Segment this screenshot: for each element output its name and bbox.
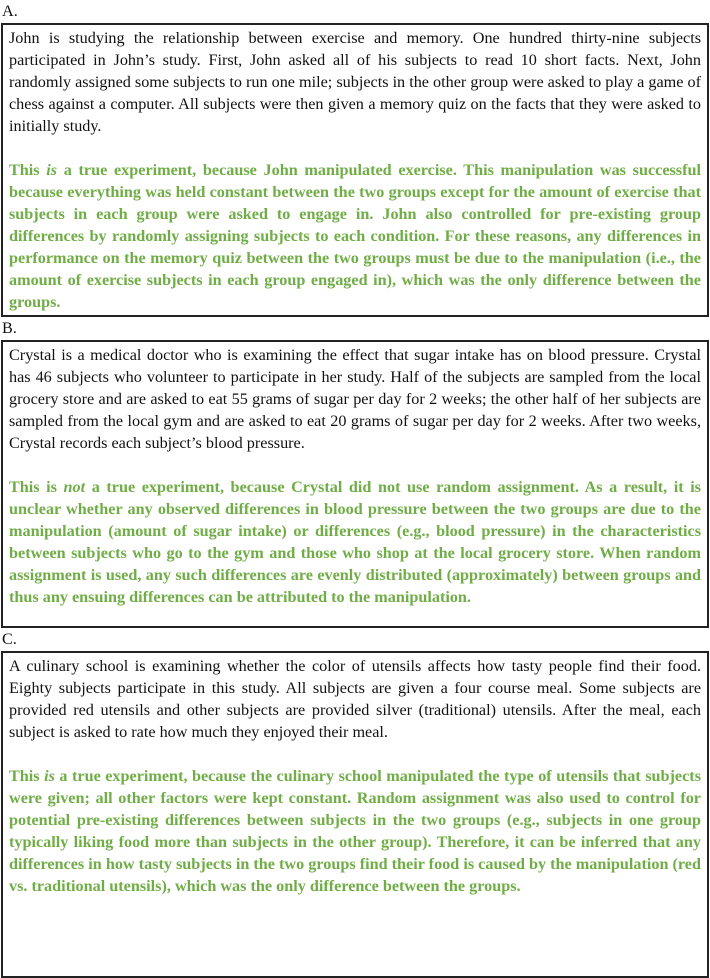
answer-text — [9, 476, 701, 608]
scenario-box — [1, 23, 709, 317]
section-a — [0, 1, 710, 317]
section-label: C. — [2, 630, 17, 648]
answer-pre: This — [9, 767, 45, 785]
answer-post: a true experiment, because the culinary school manipulated the type of utensils that subjects were given; all other factors were kept constant. Random assignment was also used to control for potential pre-existing differences between subjects in the two groups (e.g., subjects in one group typically liking food more than subjects in the other group). Therefore, it can be inferred that any differences in how tasty subjects in the two groups find their food is caused by the manipulation (red vs. traditional utensils), which was the only difference between the groups. — [9, 767, 701, 895]
answer-emphasis: not — [63, 478, 86, 496]
section-c — [0, 629, 710, 978]
scenario-box — [1, 340, 709, 628]
section-b — [0, 318, 710, 628]
answer-post: a true experiment, because Crystal did not use random assignment. As a result, it is unclear whether any observed differences in blood pressure between the two groups are due to the manipulation (amount of sugar intake) or differences (e.g., blood pressure) in the characteristics between subjects who go to the gym and those who shop at the local grocery store. When random assignment is used, any such differences are evenly distributed (approximately) between groups and thus any ensuing differences can be attributed to the manipulation. — [9, 478, 701, 606]
section-label: B. — [2, 319, 17, 337]
scenario-box — [1, 651, 709, 978]
scenario-text: Crystal is a medical doctor who is examining the effect that sugar intake has on blood pressure. Crystal has 46 subjects who volunteer to participate in her study. Half of the subjects are sampled from the local grocery store and are asked to eat 55 grams of sugar per day for 2 weeks; the other half of her subjects are sampled from the local gym and are asked to eat 20 grams of sugar per day for 2 weeks. After two weeks, Crystal records each subject’s blood pressure. — [9, 346, 701, 452]
answer-pre: This is — [9, 478, 64, 496]
scenario-text: John is studying the relationship between exercise and memory. One hundred thirty-nine subjects participated in John’s study. First, John asked all of his subjects to read 10 short facts. Next, John randomly assigned some subjects to run one mile; subjects in the other group were asked to play a game of chess against a computer. All subjects were then given a memory quiz on the facts that they were asked to initially study. — [9, 29, 701, 135]
section-label: A. — [2, 2, 18, 20]
answer-text — [9, 765, 701, 897]
answer-emphasis: is — [46, 161, 58, 179]
answer-emphasis: is — [44, 767, 55, 785]
scenario-text: A culinary school is examining whether the color of utensils affects how tasty people find their food. Eighty subjects participate in this study. All subjects are given a four course meal. Some subjects are provided red utensils and other subjects are provided silver (traditional) utensils. After the meal, each subject is asked to rate how much they enjoyed their meal. — [9, 657, 701, 741]
answer-pre: This — [9, 161, 47, 179]
answer-post: a true experiment, because John manipulated exercise. This manipulation was successful because everything was held constant between the two groups except for the amount of exercise that subjects in each group were asked to engage in. John also controlled for pre-existing group differences by randomly assigning subjects to each condition. For these reasons, any differences in performance on the memory quiz between the two groups must be due to the manipulation (i.e., the amount of exercise subjects in each group engaged in), which was the only difference between the groups. — [9, 161, 701, 311]
answer-text — [9, 159, 701, 313]
